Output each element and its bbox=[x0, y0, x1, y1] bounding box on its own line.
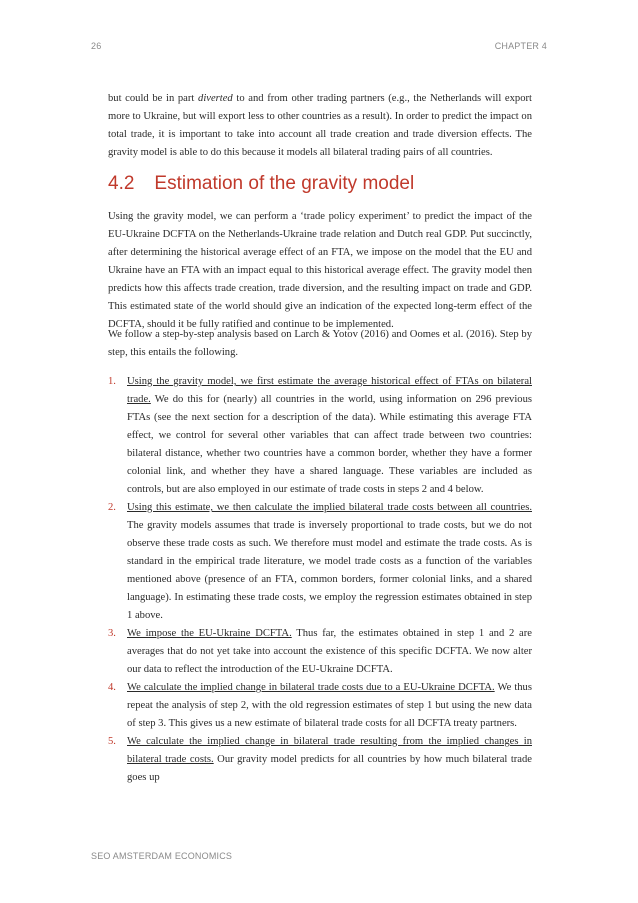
section-paragraph-2: We follow a step-by-step analysis based on Larch & Yotov (2016) and Oomes et al. (2016). Step by step, this entails the following. bbox=[108, 329, 532, 358]
intro-text-end: to and from other trading partners (e.g., the Netherlands will export more to Ukraine, but will export less to other countries as a result). In order to predict the impact on total trade, it is important to take into account all trade creation and trade diversion effects. The gravity model is able to do this because it models all bilateral trading pairs of all countries. bbox=[108, 93, 532, 158]
step-number: 1. bbox=[108, 376, 116, 387]
step-number: 2. bbox=[108, 502, 116, 513]
step-heading: Using the gravity model, we first estimate the average historical effect of FTAs on bilateral trade. bbox=[127, 376, 532, 405]
intro-italic-word: diverted bbox=[198, 93, 233, 104]
step-heading: We impose the EU-Ukraine DCFTA. bbox=[127, 628, 292, 639]
step-item-5 bbox=[108, 733, 532, 787]
step-number: 5. bbox=[108, 736, 116, 747]
step-text: We thus repeat the analysis of step 2, with the old regression estimates of step 1 but using the new data of step 3. This gives us a new estimate of bilateral trade costs for all DCFTA treaty partners. bbox=[127, 682, 532, 729]
step-number: 3. bbox=[108, 628, 116, 639]
step-text: We do this for (nearly) all countries in the world, using information on 296 previous FTAs (see the next section for a description of the data). While estimating this average FTA effect, we control for several other variables that can affect trade between two countries: bilateral distance, whether two countries have a common border, whether they have a former colonial link, and whether they have a shared language. These variables are included as controls, but are also employed in our estimate of trade costs in steps 2 and 4 below. bbox=[127, 394, 532, 495]
footer-publisher: SEO AMSTERDAM ECONOMICS bbox=[91, 851, 233, 861]
step-item-4 bbox=[108, 679, 532, 733]
section-paragraph-1-block bbox=[108, 208, 532, 334]
step-text: Thus far, the estimates obtained in step 1 and 2 are averages that do not yet take into account the existence of this specific DCFTA. We now alter our data to reflect the introduction of the EU-Ukraine DCFTA. bbox=[127, 628, 532, 675]
step-number: 4. bbox=[108, 682, 116, 693]
section-number: 4.2 bbox=[108, 173, 135, 194]
section-paragraph-2-block bbox=[108, 326, 532, 362]
page-number: 26 bbox=[91, 41, 102, 51]
intro-paragraph-block bbox=[108, 90, 532, 162]
intro-paragraph bbox=[108, 90, 532, 162]
step-item-2 bbox=[108, 499, 532, 625]
chapter-label: CHAPTER 4 bbox=[494, 41, 547, 51]
section-title: Estimation of the gravity model bbox=[154, 173, 415, 194]
step-heading: We calculate the implied change in bilateral trade resulting from the implied changes in bilateral trade costs. bbox=[127, 736, 532, 765]
step-text: Our gravity model predicts for all countries by how much bilateral trade goes up bbox=[127, 754, 532, 783]
step-item-3 bbox=[108, 625, 532, 679]
step-heading: We calculate the implied change in bilateral trade costs due to a EU-Ukraine DCFTA. bbox=[127, 682, 495, 693]
intro-text-start: but could be in part bbox=[108, 93, 199, 104]
section-heading bbox=[108, 173, 414, 195]
section-paragraph-1: Using the gravity model, we can perform a ‘trade policy experiment’ to predict the impact of the EU-Ukraine DCFTA on the Netherlands-Ukraine trade relation and Dutch real GDP. Put succinctly, after determining the historical average effect of an FTA, we impose on the model that the EU and Ukraine have an FTA with an impact equal to this historical average effect. The gravity model then predicts how this affects trade creation, trade diversion, and the resulting impact on trade and GDP. This estimated state of the world should give an indication of the expected long-term effect of the DCFTA, should it be fully ratified and continue to be implemented. bbox=[108, 211, 532, 330]
step-heading: Using this estimate, we then calculate the implied bilateral trade costs between all countries. bbox=[127, 502, 532, 513]
step-item-1 bbox=[108, 373, 532, 499]
step-text: The gravity models assumes that trade is inversely proportional to trade costs, but we do not observe these trade costs as such. We therefore must model and estimate the trade costs. As is standard in the empirical trade literature, we model trade costs as a function of the variables mentioned above (presence of an FTA, common borders, former colonial links, and a shared language). In estimating these trade costs, we employ the regression estimates obtained in step 1 above. bbox=[127, 520, 532, 621]
